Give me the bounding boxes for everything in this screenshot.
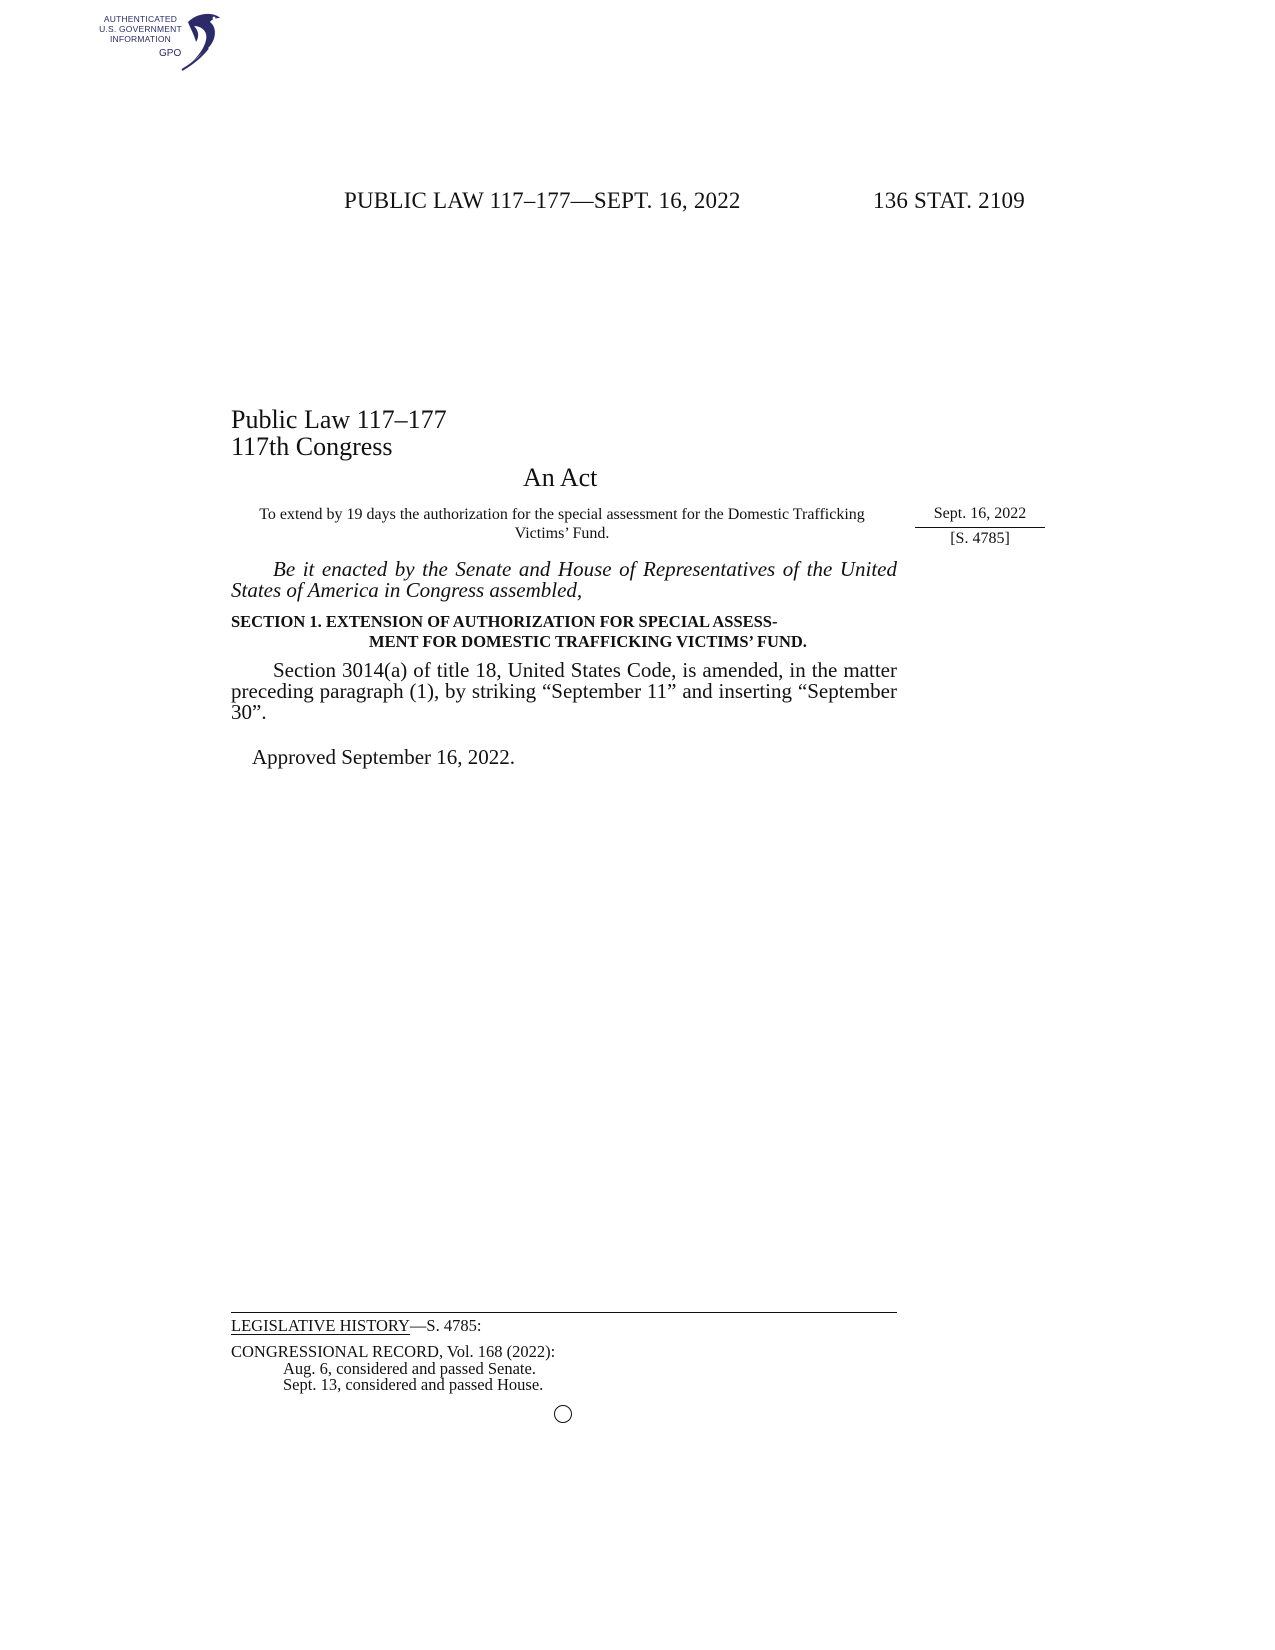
margin-bill-number: [S. 4785] — [950, 530, 1010, 547]
seal-line-2: U.S. GOVERNMENT — [99, 24, 182, 34]
statute-page: 136 STAT. 2109 — [873, 188, 1025, 213]
gpo-seal — [93, 10, 228, 76]
legislative-history-heading — [231, 1316, 481, 1336]
running-head: PUBLIC LAW 117–177—SEPT. 16, 2022 — [344, 188, 741, 213]
seal-line-3: INFORMATION — [109, 34, 172, 44]
eagle-icon — [178, 10, 228, 76]
section-heading-line-2: MENT FOR DOMESTIC TRAFFICKING VICTIMS’ FUND. — [369, 632, 807, 651]
seal-text — [93, 14, 188, 44]
circle-mark — [554, 1405, 572, 1423]
act-heading: An Act — [523, 463, 598, 492]
history-entry: Sept. 13, considered and passed House. — [283, 1375, 544, 1394]
approval-date: Approved September 16, 2022. — [252, 745, 516, 769]
public-law-number: Public Law 117–177 — [231, 405, 447, 434]
history-entry: Aug. 6, considered and passed Senate. — [283, 1359, 536, 1378]
enacting-clause: Be it enacted by the Senate and House of Representatives of the United States of America in Congress assembled, — [231, 557, 897, 602]
footnote-divider — [231, 1312, 897, 1313]
margin-date: Sept. 16, 2022 — [933, 505, 1027, 522]
purpose-statement: To extend by 19 days the authorization for the special assessment for the Domestic Trafficking Victims’ Fund. — [259, 506, 865, 542]
legislative-history-bill: —S. 4785: — [409, 1316, 482, 1335]
seal-line-1: AUTHENTICATED — [103, 14, 178, 24]
congressional-record: CONGRESSIONAL RECORD, Vol. 168 (2022): — [231, 1342, 556, 1361]
section-heading — [231, 612, 897, 652]
legislative-history-label: LEGISLATIVE HISTORY — [231, 1316, 410, 1335]
margin-divider — [915, 527, 1045, 528]
seal-gpo-mark: GPO — [159, 48, 182, 59]
section-heading-line-1: SECTION 1. EXTENSION OF AUTHORIZATION FOR SPECIAL ASSESS- — [231, 612, 778, 631]
congress-number: 117th Congress — [231, 432, 393, 461]
section-text: Section 3014(a) of title 18, United States Code, is amended, in the matter preceding paragraph (1), by striking “September 11” and inserting “September 30”. — [231, 658, 897, 724]
